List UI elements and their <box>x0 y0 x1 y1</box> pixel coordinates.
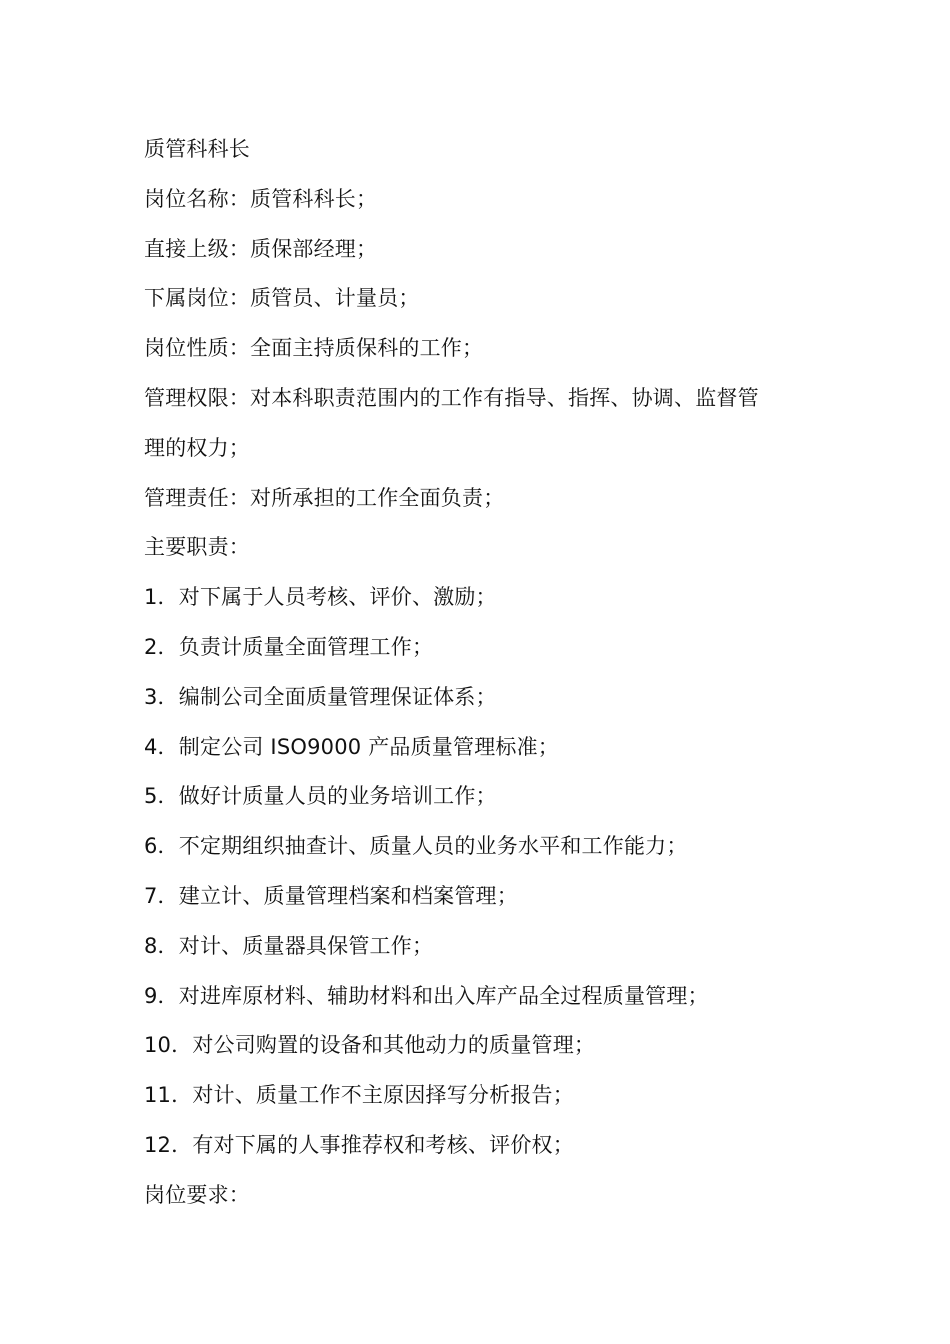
duty-item: 7．建立计、质量管理档案和档案管理； <box>144 883 518 908</box>
field-management-authority: 管理权限：对本科职责范围内的工作有指导、指挥、协调、监督管 <box>144 385 759 410</box>
duty-item: 1．对下属于人员考核、评价、激励； <box>144 585 497 610</box>
field-subordinates: 下属岗位：质管员、计量员； <box>144 286 420 311</box>
field-management-responsibility: 管理责任：对所承担的工作全面负责； <box>144 485 505 510</box>
duty-item: 10．对公司购置的设备和其他动力的质量管理； <box>144 1033 596 1058</box>
duty-item: 11．对计、质量工作不主原因择写分析报告； <box>144 1083 574 1108</box>
duty-item: 5．做好计质量人员的业务培训工作； <box>144 784 497 809</box>
field-position-name: 岗位名称：质管科科长； <box>144 186 378 211</box>
document-title: 质管科科长 <box>144 137 250 161</box>
field-management-authority-continued: 理的权力； <box>144 435 250 460</box>
field-direct-superior: 直接上级：质保部经理； <box>144 236 378 261</box>
duty-item: 8．对计、质量器具保管工作； <box>144 933 434 958</box>
duty-item: 4．制定公司 ISO9000 产品质量管理标准； <box>144 734 560 759</box>
requirements-heading: 岗位要求： <box>144 1182 250 1207</box>
duty-item: 3．编制公司全面质量管理保证体系； <box>144 684 497 709</box>
field-position-nature: 岗位性质：全面主持质保科的工作； <box>144 336 484 361</box>
duties-heading: 主要职责： <box>144 535 250 560</box>
duty-item: 2．负责计质量全面管理工作； <box>144 634 434 659</box>
document-body <box>144 125 814 1221</box>
duty-item: 12．有对下属的人事推荐权和考核、评价权； <box>144 1132 574 1157</box>
duty-item: 9．对进库原材料、辅助材料和出入库产品全过程质量管理； <box>144 983 709 1008</box>
duty-item: 6．不定期组织抽查计、质量人员的业务水平和工作能力； <box>144 834 688 859</box>
